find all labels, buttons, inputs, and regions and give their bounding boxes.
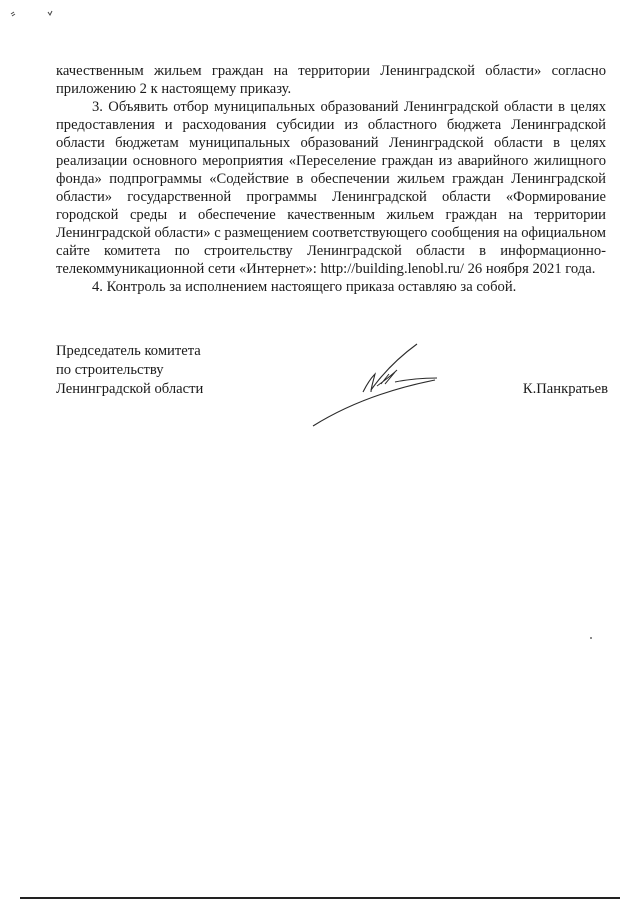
paragraph-4: 4. Контроль за исполнением настоящего приказа оставляю за собой. [92,279,517,295]
paragraph-3: 3. Объявить отбор муниципальных образований Ленинградской области в целях предоставления и расходования субсидии из областного бюджета Ленинградской области бюджетам муниципальных образований Ленинградской области в целях реализации основного мероприятия «Переселение граждан из аварийного жилищного фонда» подпрограммы «Содействие в обеспечении жильем граждан Ленинградской области» государственной программы Ленинградской области «Формирование городской среды и обеспечение качественным жильем граждан на территории Ленинградской области» с размещением соответствующего сообщения на официальном сайте комитета по строительству Ленинградской области в информационно-телекоммуникационной сети «Интернет»: http://building.lenobl.ru/ 26 ноября 2021 года. [56,99,606,277]
signatory-name: К.Панкратьев [522,381,608,397]
position-line: Ленинградской области [56,381,204,397]
signatory-position [56,342,276,399]
position-line: по строительству [56,362,164,378]
position-line: Председатель комитета [56,343,201,359]
scan-bottom-edge [20,897,620,899]
scan-artifact [590,637,592,639]
scan-corner-marks [10,8,54,20]
paragraph-continuation: качественным жильем граждан на территории Ленинградской области» согласно приложению 2 к настоящему приказу. [56,63,606,97]
handwritten-signature [305,340,445,432]
order-text [56,62,606,296]
